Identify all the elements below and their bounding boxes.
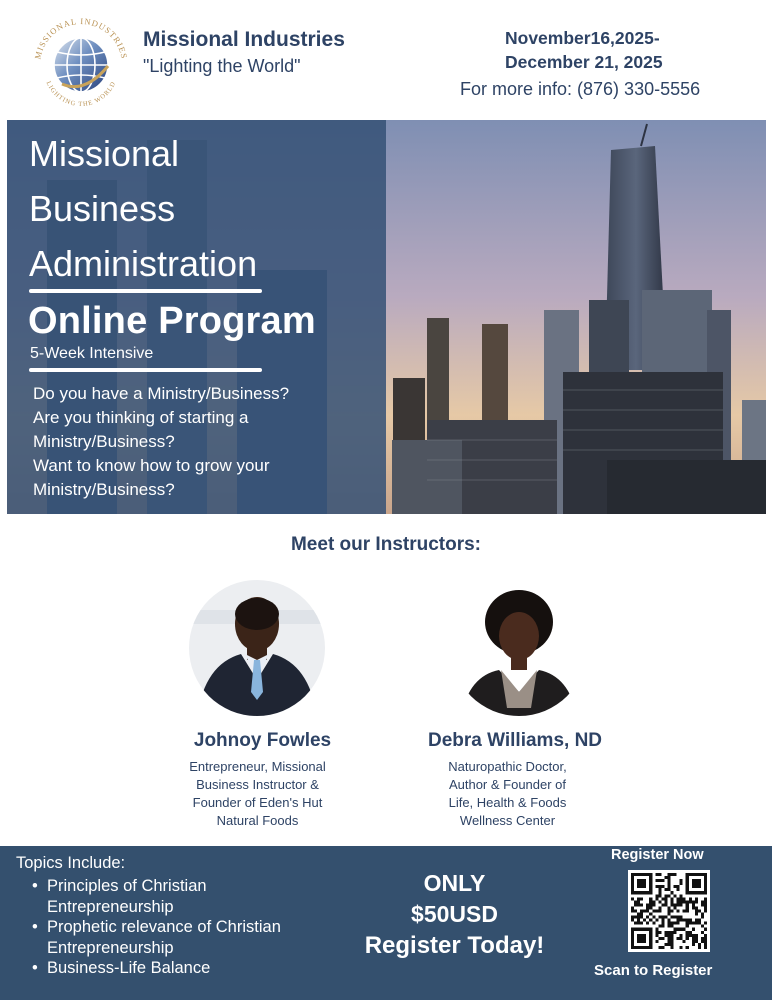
topics-list (32, 876, 332, 979)
question-line: Ministry/Business? (33, 480, 175, 499)
title-line: Business (29, 188, 176, 229)
org-tagline: "Lighting the World" (143, 56, 301, 76)
footer-banner (0, 846, 772, 1000)
instructor-name: Debra Williams, ND (427, 730, 603, 751)
man-portrait-icon (189, 580, 325, 716)
scan-to-register-label: Scan to Register (594, 962, 713, 979)
question-line: Want to know how to grow your (33, 456, 270, 475)
bio-line: Naturopathic Doctor, (448, 759, 567, 774)
bio-line: Entrepreneur, Missional (189, 759, 326, 774)
program-type: Online Program (28, 300, 316, 342)
contact-info[interactable]: For more info: (876) 330-5556 (460, 79, 701, 99)
svg-text:MISSIONAL INDUSTRIES: MISSIONAL INDUSTRIES (32, 15, 130, 61)
bio-line: Author & Founder of (448, 777, 567, 792)
topic-item: • Principles of Christian Entrepreneurship (32, 876, 332, 917)
date-start: November16,2025- (505, 28, 660, 48)
question-line: Ministry/Business? (33, 432, 175, 451)
instructors-heading: Meet our Instructors: (290, 534, 482, 555)
topic-item: • Prophetic relevance of Christian Entrepreneurship (32, 917, 332, 958)
svg-text:LIGHTING THE WORLD: LIGHTING THE WORLD (44, 80, 118, 109)
topic-item: • Business-Life Balance (32, 958, 332, 979)
program-dates (505, 26, 693, 74)
register-today-cta[interactable]: Register Today! (364, 932, 545, 959)
header (0, 0, 772, 118)
instructor-bio (165, 758, 350, 830)
woman-portrait-icon (451, 580, 587, 716)
offer-line: ONLY (423, 870, 486, 896)
qr-code-icon (631, 873, 707, 949)
bio-line: Founder of Eden's Hut (192, 795, 323, 810)
program-duration: 5-Week Intensive (30, 345, 154, 362)
price-offer (352, 868, 557, 961)
date-end: December 21, 2025 (505, 52, 663, 72)
program-title (29, 126, 379, 291)
instructor-photo-debra (451, 580, 587, 716)
instructor-bio (415, 758, 600, 830)
divider (29, 368, 262, 372)
bio-line: Life, Health & Foods (448, 795, 567, 810)
bio-line: Natural Foods (216, 813, 299, 828)
bio-line: Business Instructor & (196, 777, 319, 792)
hero-text-panel (7, 120, 386, 514)
register-now-label: Register Now (611, 847, 704, 863)
globe-logo-icon (30, 14, 132, 112)
org-name: Missional Industries (143, 28, 345, 51)
instructor-name: Johnoy Fowles (193, 730, 332, 751)
hero-questions (33, 382, 373, 502)
question-line: Are you thinking of starting a (33, 408, 249, 427)
title-line: Missional (29, 133, 180, 174)
hero-banner (7, 120, 766, 514)
divider (29, 289, 262, 293)
registration-qr-code[interactable] (628, 870, 710, 952)
topics-heading: Topics Include: (16, 854, 126, 872)
title-line: Administration (29, 243, 258, 284)
instructor-photo-johnoy (189, 580, 325, 716)
offer-price: $50USD (411, 901, 498, 927)
question-line: Do you have a Ministry/Business? (33, 384, 290, 403)
bio-line: Wellness Center (459, 813, 556, 828)
